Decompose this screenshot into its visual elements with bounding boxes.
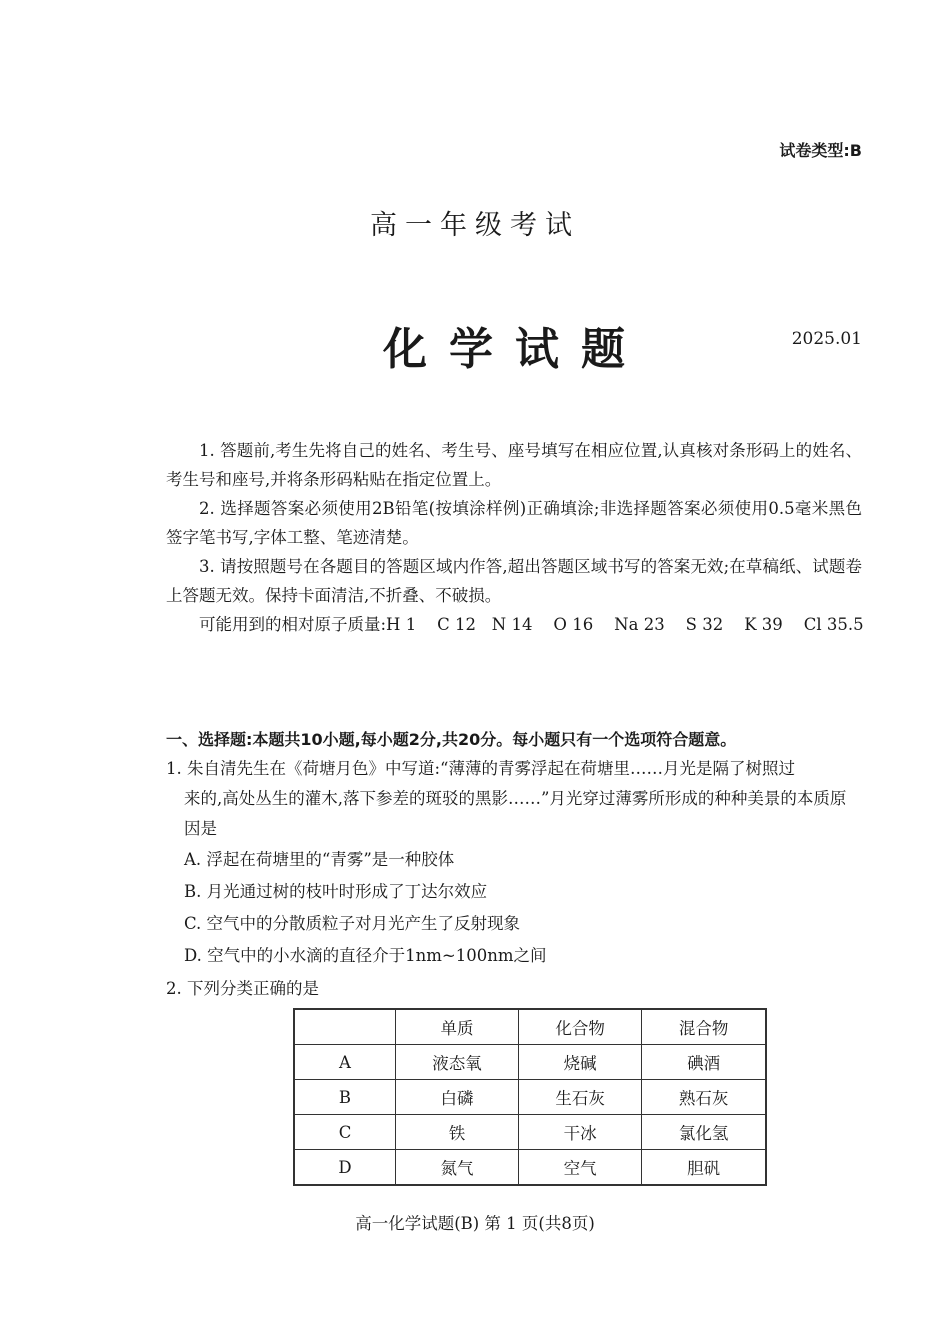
question-1-stem-rest: 来的,高处丛生的灌木,落下参差的斑驳的黑影……”月光穿过薄雾所形成的种种美景的本质原因是 — [184, 789, 847, 838]
table-header-cell — [294, 1009, 396, 1045]
table-cell: 空气 — [519, 1150, 642, 1186]
question-2 — [166, 974, 862, 1004]
classification-table — [293, 1008, 767, 1186]
table-cell: 干冰 — [519, 1115, 642, 1150]
table-cell: B — [294, 1080, 396, 1115]
table-cell: 液态氧 — [396, 1045, 519, 1080]
table-header-row — [294, 1009, 766, 1045]
question-1-option-b: B. 月光通过树的枝叶时形成了丁达尔效应 — [184, 882, 488, 901]
table-cell: 碘酒 — [642, 1045, 766, 1080]
page-footer: 高一化学试题(B) 第 1 页(共8页) — [355, 1214, 595, 1233]
instruction-1: 1. 答题前,考生先将自己的姓名、考生号、座号填写在相应位置,认真核对条形码上的姓名、考生号和座号,并将条形码粘贴在指定位置上。 — [166, 441, 862, 489]
instructions — [166, 436, 862, 639]
table-cell: 氮气 — [396, 1150, 519, 1186]
table-header-cell: 化合物 — [519, 1009, 642, 1045]
question-2-stem: 2. 下列分类正确的是 — [166, 979, 319, 998]
instruction-3: 3. 请按照题号在各题目的答题区域内作答,超出答题区域书写的答案无效;在草稿纸、试题卷上答题无效。保持卡面清洁,不折叠、不破损。 — [166, 557, 862, 605]
exam-date: 2025.01 — [791, 329, 862, 349]
instruction-2: 2. 选择题答案必须使用2B铅笔(按填涂样例)正确填涂;非选择题答案必须使用0.5毫米黑色签字笔书写,字体工整、笔迹清楚。 — [166, 499, 862, 547]
table-header-cell: 单质 — [396, 1009, 519, 1045]
exam-type-label: 试卷类型:B — [779, 141, 862, 160]
question-1 — [166, 754, 862, 972]
question-1-option-c: C. 空气中的分散质粒子对月光产生了反射现象 — [184, 914, 521, 933]
table-cell: 铁 — [396, 1115, 519, 1150]
section-heading: 一、选择题:本题共10小题,每小题2分,共20分。每小题只有一个选项符合题意。 — [166, 730, 737, 749]
table-cell: 熟石灰 — [642, 1080, 766, 1115]
table-cell: 烧碱 — [519, 1045, 642, 1080]
table-cell: D — [294, 1150, 396, 1186]
table-row — [294, 1045, 766, 1080]
table-row — [294, 1150, 766, 1186]
table-row — [294, 1080, 766, 1115]
exam-subtitle: 高一年级考试 — [370, 210, 580, 241]
table-row — [294, 1115, 766, 1150]
table-cell: 生石灰 — [519, 1080, 642, 1115]
table-cell: C — [294, 1115, 396, 1150]
question-1-option-a: A. 浮起在荷塘里的“青雾”是一种胶体 — [184, 850, 455, 869]
table-header-cell: 混合物 — [642, 1009, 766, 1045]
table-cell: 氯化氢 — [642, 1115, 766, 1150]
table-cell: A — [294, 1045, 396, 1080]
table-cell: 白磷 — [396, 1080, 519, 1115]
table-cell: 胆矾 — [642, 1150, 766, 1186]
atomic-masses: 可能用到的相对原子质量:H 1 C 12 N 14 O 16 Na 23 S 32 K 39 Cl 35.5 — [199, 615, 864, 634]
question-1-option-d: D. 空气中的小水滴的直径介于1nm~100nm之间 — [184, 946, 547, 965]
question-1-stem-first: 1. 朱自清先生在《荷塘月色》中写道:“薄薄的青雾浮起在荷塘里……月光是隔了树照过 — [166, 759, 795, 778]
page-title: 化学试题 — [383, 324, 647, 375]
